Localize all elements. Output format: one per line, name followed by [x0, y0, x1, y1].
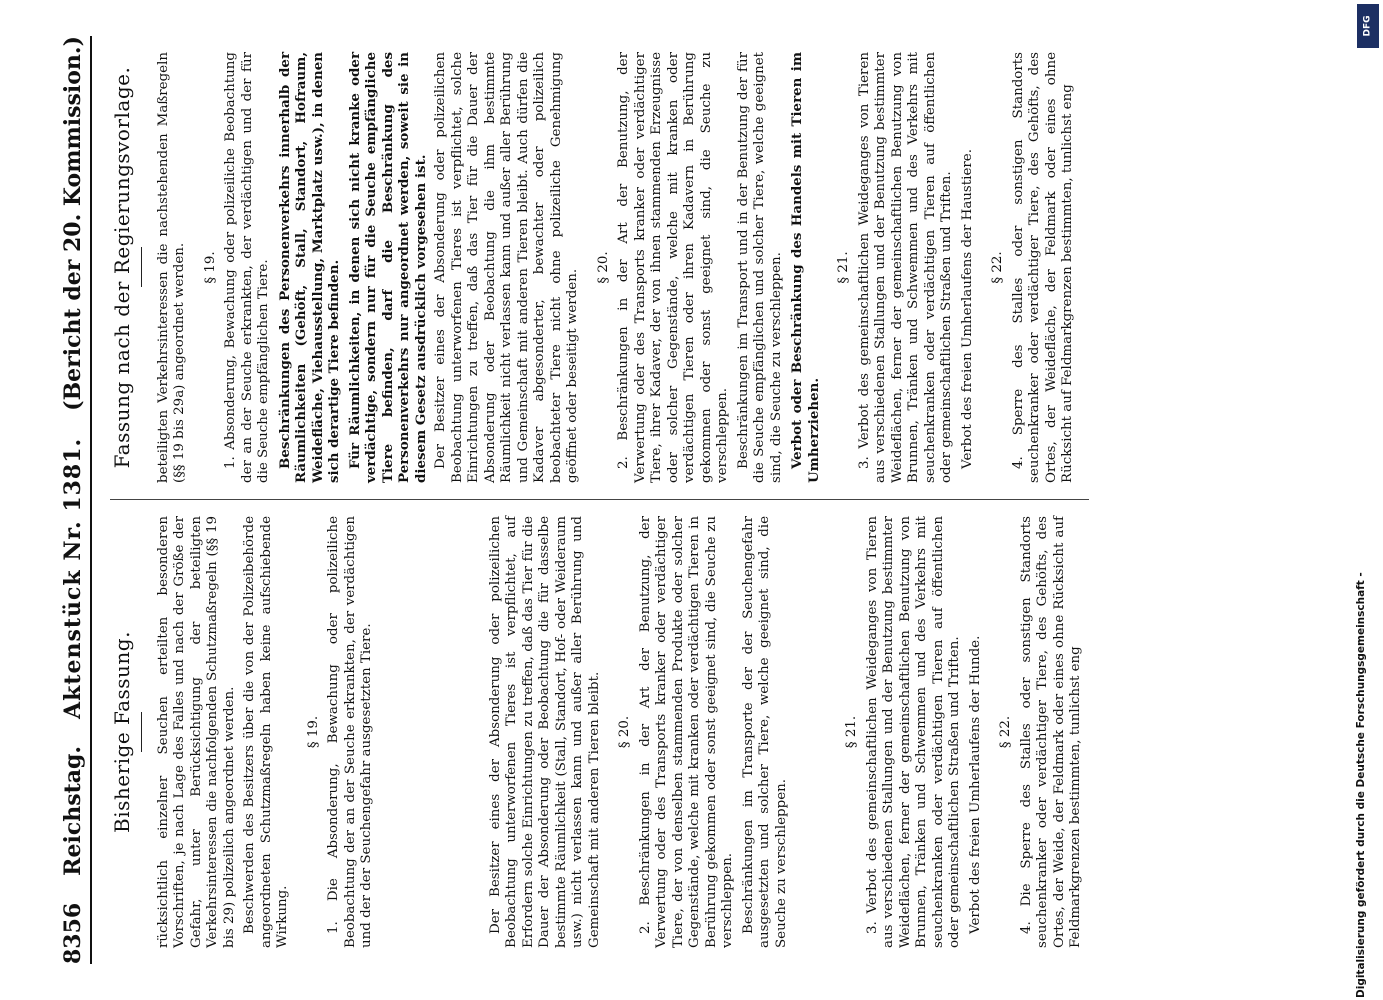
section-number: § 20. — [595, 251, 611, 284]
header-right: (Bericht der 20. Kommission.) — [60, 36, 86, 411]
section-number: § 21. — [844, 715, 859, 749]
paragraph: Verbot des freien Umherlaufens der Haustiere. — [959, 149, 975, 469]
dfg-logo — [1357, 4, 1379, 48]
heading-rule — [141, 248, 142, 288]
paragraph: 1. Die Absonderung, Bewachung oder polizeiliche Beobachtung der an der Seuche erkrankten, der verdächtigen und der der Seuchengefahr ausgesetzten Tiere. — [326, 516, 374, 948]
header-center: Aktenstück Nr. 1381. — [60, 437, 86, 719]
left-column-heading: Bisherige Fassung. — [110, 631, 134, 833]
spacer — [794, 516, 830, 948]
heading-rule — [141, 712, 142, 752]
paragraph-bold: Verbot oder Beschränkung des Handels mit Tieren im Umherziehen. — [789, 52, 822, 483]
right-column-heading: Fassung nach der Regierungsvorlage. — [110, 66, 134, 469]
header-left: Reichstag. — [60, 745, 86, 876]
section-number: § 22. — [998, 715, 1013, 749]
paragraph: Beschwerden des Besitzers über die von der Polizeibehörde angeordneten Schutzmaßregeln haben keine aufschiebende Wirkung. — [242, 516, 290, 948]
spacer — [452, 516, 488, 948]
running-header — [60, 36, 92, 964]
paragraph-bold: Für Räumlichkeiten, in denen sich nicht kranke oder verdächtige, sondern nur für die Seuche empfängliche Tiere befinden, darf die Beschränkung des Personenverkehrs nur angeordnet werden, soweit sie in diesem Gesetz ausdrücklich vorgesehen ist. — [346, 52, 429, 483]
paragraph: Verbot des freien Umherlaufens der Hunde. — [967, 635, 983, 934]
section-number: § 19. — [202, 251, 218, 284]
dfg-logo-text: DFG — [1362, 15, 1373, 37]
paragraph: 3. Verbot des gemeinschaftlichen Weideganges von Tieren aus verschiedenen Stallungen und der Benutzung bestimmter Weideflächen, ferner der gemeinschaftlichen Benutzung von Brunnen, Tränken und Schwemmen und des Verkehrs mit seuchenkranken oder verdächtigen Tieren auf öffentlichen oder gemeinschaftlichen Straßen und Triften. — [856, 52, 954, 483]
paragraph-bold: Beschränkungen des Personenverkehrs innerhalb der Räumlichkeiten (Gehöft, Stall, Standort, Hofraum, Weidefläche, Viehausstellung, Marktplatz usw.), in denen sich derartige Tiere befinden. — [276, 52, 342, 483]
section-number: § 22. — [990, 251, 1005, 284]
paragraph: Der Besitzer eines der Absonderung oder polizeilichen Beobachtung unterworfenen Tieres ist verpflichtet, solche Einrichtungen zu treffen, daß das Tier für die Dauer der Absonderung oder Beobachtung die ihm bestimmte Räumlichkeit nicht verlassen kann und außer aller Berührung und Gemeinschaft mit anderen Tieren bleibt. Auch dürfen die Kadaver abgesonderter, bewachter oder polizeilich beobachteter Tiere nicht ohne polizeiliche Genehmigung geöffnet oder beseitigt werden. — [433, 52, 580, 483]
paragraph: 2. Beschränkungen in der Art der Benutzung, der Verwertung oder des Transports kranker oder verdächtiger Tiere, ihrer Kadaver, der von ihnen stammenden Erzeugnisse oder solcher Gegenstände, welche mit kranken oder verdächtigen Tieren oder ihren Kadavern in Berührung gekommen oder sonst geeignet sind, die Seuche zu verschleppen. — [616, 52, 730, 483]
two-column-body — [110, 36, 1089, 964]
section-number: § 21. — [836, 251, 851, 284]
paragraph: 4. Sperre des Stalles oder sonstigen Standorts seuchenkranker oder verdächtiger Tiere, des Gehöfts, des Ortes, der Weidefläche, der Feldmark oder eines ohne Rücksicht auf Feldmarkgrenzen bestimmten, tunlichst eng — [1010, 52, 1075, 483]
paragraph: 3. Verbot des gemeinschaftlichen Weideganges von Tieren aus verschiedenen Stallungen und der Benutzung bestimmter Weideflächen, ferner der gemeinschaftlichen Benutzung von Brunnen, Tränken und Schwemmen und des Verkehrs mit seuchenkranken oder verdächtigen Tieren auf öffentlichen oder gemeinschaftlichen Straßen und Triften. — [864, 516, 962, 948]
spacer — [416, 516, 452, 948]
right-column — [110, 36, 1089, 500]
left-column — [110, 500, 1089, 964]
paragraph: 2. Beschränkungen in der Art der Benutzung, der Verwertung oder des Transports kranker oder verdächtiger Tiere, der von denselben stammenden Produkte oder solcher Gegenstände, welche mit kranken oder verdächtigen Tieren in Berührung gekommen oder sonst geeignet sind, die Seuche zu verschleppen. — [637, 516, 735, 948]
spacer — [380, 516, 416, 948]
page-number: 8356 — [60, 902, 86, 964]
paragraph: beteiligten Verkehrsinteressen die nachstehenden Maßregeln (§§ 19 bis 29a) angeordnet werden. — [155, 52, 187, 483]
paragraph: rücksichtlich einzelner Seuchen erteilten besonderen Vorschriften, je nach Lage des Falles und nach der Größe der Gefahr, unter Berücksichtigung der beteiligten Verkehrsinteressen die nachfolgenden Schutzmaßregeln (§§ 19 bis 29) polizeilich angeordnet werden. — [155, 516, 237, 948]
section-number: § 19. — [305, 715, 321, 749]
attribution-text: Digitalisierung gefördert durch die Deutsche Forschungsgemeinschaft - — [1355, 572, 1367, 998]
attribution-strip — [1351, 0, 1381, 1000]
paragraph: Der Besitzer eines der Absonderung oder polizeilichen Beobachtung unterworfenen Tieres ist verpflichtet, auf Erfordern solche Einrichtungen zu treffen, daß das Tier für die Dauer der Absonderung oder Beobachtung die für dasselbe bestimmte Räumlichkeit (Stall, Standort, Hof- oder Weideraum usw.) nicht verlassen kann und außer aller Berührung und Gemeinschaft mit anderen Tieren bleibt. — [487, 516, 602, 948]
paragraph: 4. Die Sperre des Stalles oder sonstigen Standorts seuchenkranker oder verdächtiger Tiere, des Gehöfts, des Ortes, der Weide, der Feldmark oder eines ohne Rücksicht auf Feldmarkgrenzen bestimmten, tunlichst eng — [1018, 516, 1083, 948]
paragraph: 1. Absonderung, Bewachung oder polizeiliche Beobachtung der an der Seuche erkrankten, der verdächtigen und der für die Seuche empfänglichen Tiere. — [223, 52, 271, 483]
paragraph: Beschränkungen im Transporte der der Seuchengefahr ausgesetzten und solcher Tiere, welche geeignet sind, die Seuche zu verschleppen. — [740, 516, 789, 948]
paragraph: Beschränkungen im Transport und in der Benutzung der für die Seuche empfänglichen und solcher Tiere, welche geeignet sind, die Seuche zu verschleppen. — [735, 52, 784, 483]
section-number: § 20. — [617, 715, 632, 749]
